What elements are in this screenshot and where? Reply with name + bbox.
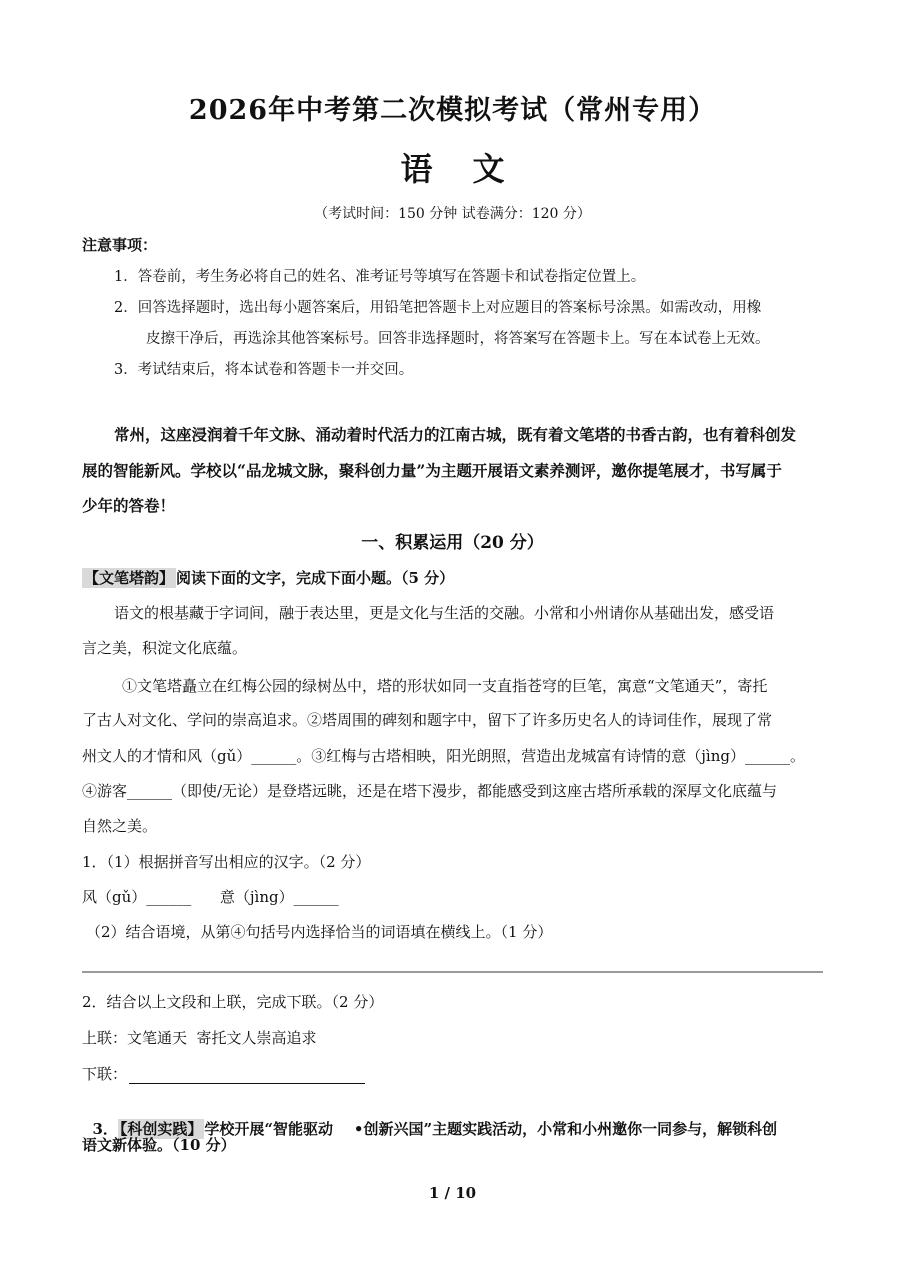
- para1-line-2: 言之美，积淀文化底蕴。: [82, 639, 248, 657]
- lower-couplet-answer-line: [129, 1068, 365, 1084]
- intro-line-1: 常州，这座浸润着千年文脉、涌动着时代活力的江南古城，既有着文笔塔的书香古韵，也有着科创发: [114, 425, 797, 444]
- notes-title: 注意事项：: [82, 236, 158, 254]
- question-3-text: 学校开展“智能驱动 •创新兴国”主题实践活动，小常和小州邀你一同参与，解锁科创: [204, 1120, 778, 1138]
- subject-title: [0, 144, 905, 190]
- para2-line-3: 州文人的才情和风（gǔ）______。③红梅与古塔相映，阳光朗照，营造出龙城富有诗情的意（jìng）______。: [82, 747, 805, 765]
- note-item-2-cont: 皮擦干净后，再选涂其他答案标号。回答非选择题时，将答案写在答题卡上。写在本试卷上无效。: [146, 331, 770, 347]
- intro-line-3: 少年的答卷！: [82, 496, 176, 515]
- question-3-tag: 【科创实践】: [119, 1120, 203, 1138]
- question-2-lower-couplet: [82, 1063, 365, 1084]
- subject-char-1: 语: [400, 150, 433, 188]
- intro-line-2: 展的智能新风。学校以“品龙城文脉，聚科创力量”为主题开展语文素养测评，邀你提笔展才，书写属于: [82, 461, 782, 480]
- note-item-2: 2．回答选择题时，选出每小题答案后，用铅笔把答题卡上对应题目的答案标号涂黑。如需改动，用橡: [114, 300, 762, 316]
- block1-tag: 【文笔塔韵】: [84, 569, 175, 587]
- para2-line-4: ④游客______（即使/无论）是登塔远眺，还是在塔下漫步，都能感受到这座古塔所承载的深厚文化底蕴与: [82, 782, 778, 800]
- para2-line-5: 自然之美。: [82, 817, 158, 835]
- block1-instruction: 阅读下面的文字，完成下面小题。（5 分）: [176, 569, 455, 587]
- question-3-number: 3．: [92, 1120, 118, 1138]
- para2-line-1: ①文笔塔矗立在红梅公园的绿树丛中，塔的形状如同一支直指苍穹的巨笔，寓意“文笔通天”，寄托: [122, 677, 768, 695]
- block1-header: [82, 567, 454, 588]
- page-number: 1 / 10: [428, 1184, 477, 1202]
- question-1-blanks: 风（gǔ）______ 意（jìng）______: [82, 888, 339, 906]
- exam-title: 2026年中考第二次模拟考试（常州专用）: [188, 95, 717, 126]
- question-2-stem: 2．结合以上文段和上联，完成下联。（2 分）: [82, 993, 384, 1011]
- exam-info: （考试时间：150 分钟 试卷满分：120 分）: [314, 206, 591, 222]
- question-3-line-2: 语文新体验。（10 分）: [82, 1136, 236, 1154]
- subject-char-2: 文: [472, 150, 505, 188]
- question-1-stem: 1．（1）根据拼音写出相应的汉字。（2 分）: [82, 853, 371, 871]
- question-2-upper-couplet: 上联：文笔通天 寄托文人崇高追求: [82, 1029, 317, 1047]
- note-item-3: 3．考试结束后，将本试卷和答题卡一并交回。: [114, 362, 414, 378]
- note-item-1: 1．答卷前，考生务必将自己的姓名、准考证号等填写在答题卡和试卷指定位置上。: [114, 269, 646, 285]
- para1-line-1: 语文的根基藏于字词间，融于表达里，更是文化与生活的交融。小常和小州请你从基础出发，感受语: [114, 604, 775, 622]
- lower-couplet-label: 下联：: [82, 1065, 128, 1083]
- para2-line-2: 了古人对文化、学问的崇高追求。②塔周围的碑刻和题字中，留下了许多历史名人的诗词佳作，展现了常: [82, 711, 773, 729]
- section-divider: [82, 971, 823, 973]
- question-1-sub-2: （2）结合语境，从第④句括号内选择恰当的词语填在横线上。（1 分）: [86, 923, 553, 941]
- section-heading: 一、积累运用（20 分）: [361, 533, 544, 553]
